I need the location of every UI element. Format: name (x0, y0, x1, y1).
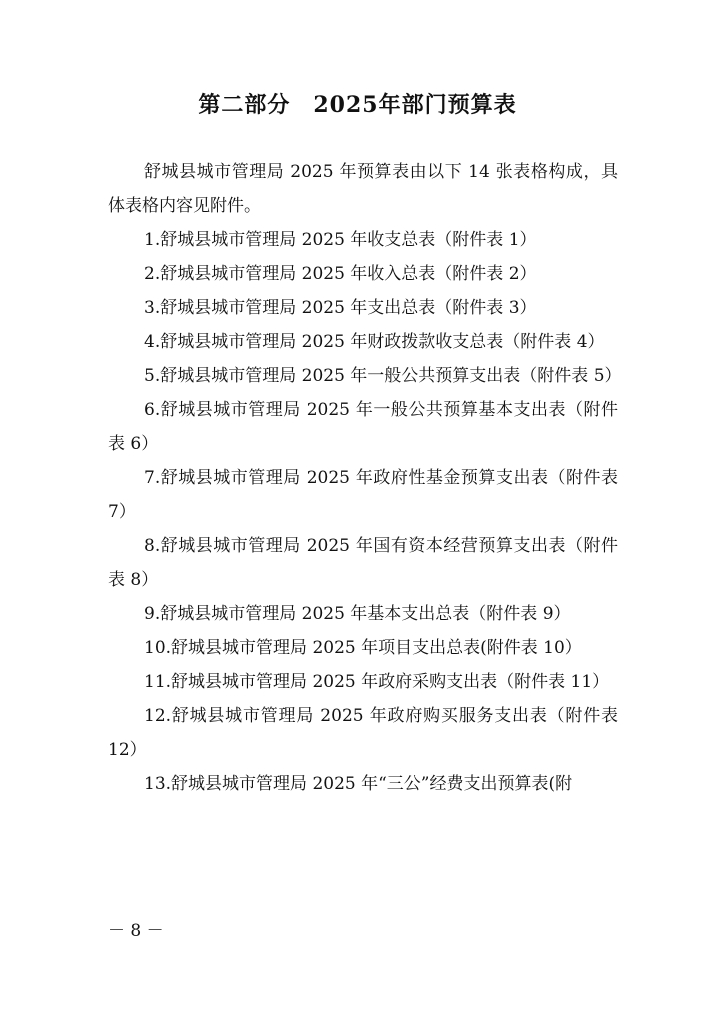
intro-paragraph: 舒城县城市管理局 2025 年预算表由以下 14 张表格构成，具体表格内容见附件。 (108, 162, 618, 216)
list-item: 11.舒城县城市管理局 2025 年政府采购支出表（附件表 11） (144, 672, 610, 692)
page-title: 第二部分 2025年部门预算表 (198, 92, 517, 118)
list-item: 9.舒城县城市管理局 2025 年基本支出总表（附件表 9） (144, 604, 571, 624)
list-item: 3.舒城县城市管理局 2025 年支出总表（附件表 3） (144, 298, 537, 318)
list-item: 12.舒城县城市管理局 2025 年政府购买服务支出表（附件表 12） (108, 706, 618, 760)
list-item: 1.舒城县城市管理局 2025 年收支总表（附件表 1） (144, 230, 537, 250)
list-item: 4.舒城县城市管理局 2025 年财政拨款收支总表（附件表 4） (144, 332, 605, 352)
list-item: 8.舒城县城市管理局 2025 年国有资本经营预算支出表（附件表 8） (108, 536, 618, 590)
list-item: 7.舒城县城市管理局 2025 年政府性基金预算支出表（附件表 7） (108, 468, 618, 522)
document-body (108, 155, 622, 801)
list-item: 10.舒城县城市管理局 2025 年项目支出总表(附件表 10） (144, 638, 582, 658)
page-number: － 8 － (108, 921, 164, 941)
list-item: 5.舒城县城市管理局 2025 年一般公共预算支出表（附件表 5） (144, 366, 622, 386)
list-item: 13.舒城县城市管理局 2025 年“三公”经费支出预算表(附 (144, 774, 573, 794)
list-item: 6.舒城县城市管理局 2025 年一般公共预算基本支出表（附件表 6） (108, 400, 618, 454)
list-item: 2.舒城县城市管理局 2025 年收入总表（附件表 2） (144, 264, 537, 284)
